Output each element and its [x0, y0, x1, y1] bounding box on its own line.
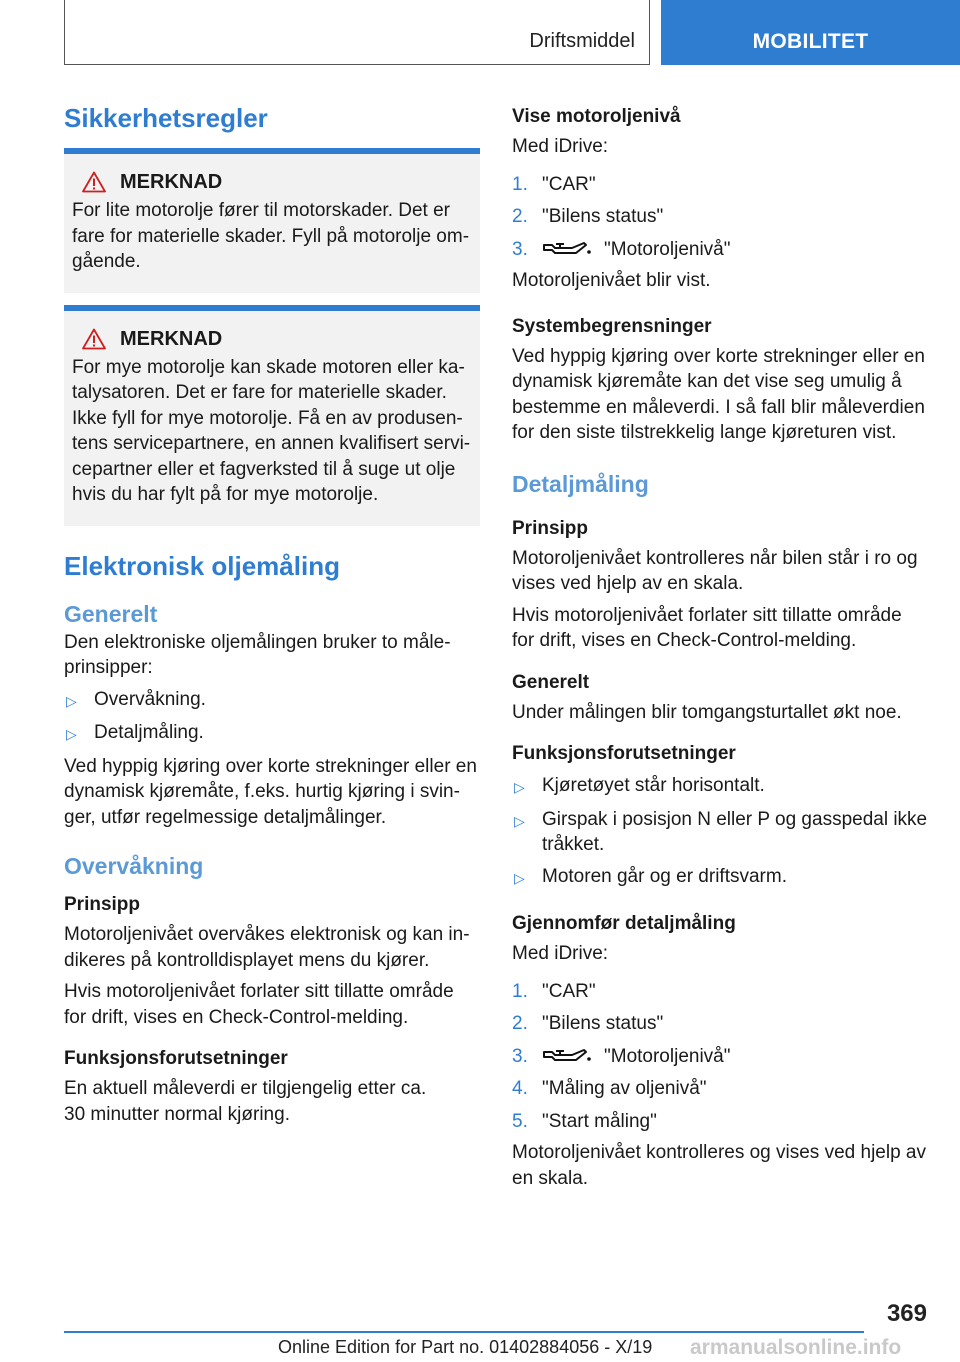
header-section-title: Driftsmiddel: [529, 30, 635, 52]
footer-edition: Online Edition for Part no. 01402884056 - X/19: [278, 1337, 653, 1357]
list-item-text: Motoren går og er driftsvarm.: [542, 865, 787, 887]
list-item-text: Detaljmåling.: [94, 722, 204, 743]
warning-triangle-icon: [82, 171, 106, 193]
notice-text: For mye motorolje kan skade motoren eller ka-talysatoren. Det er fare for materielle skader. Ikke fyll for mye motorolje. Få en av produsen-tens servicepartnere, en annen kvalifisert servi-cepartner eller et fagverksted til å suge ut olje hvis du har fylt på for mye motorolje.: [72, 356, 471, 505]
list-item: [512, 979, 928, 1005]
list-item: [512, 864, 928, 892]
list-item-text: "Bilens status": [542, 206, 664, 227]
subheading-detaljmaling: Detaljmåling: [512, 470, 649, 497]
triangle-right-icon: ▷: [514, 779, 525, 795]
list-number: 1.: [512, 980, 528, 1002]
heading-elektronisk-oljemaling: Elektronisk oljemåling: [64, 550, 340, 581]
paragraph: Med iDrive:: [512, 943, 609, 964]
list-item: [512, 773, 928, 801]
list-number: 2.: [512, 1013, 528, 1034]
oil-can-icon: [542, 239, 596, 259]
subheading-funksjonsforutsetninger: Funksjonsforutsetninger: [64, 1048, 288, 1069]
notice-box-1: [64, 148, 480, 293]
bullet-list: [512, 773, 928, 891]
list-item-text: "Måling av oljenivå": [542, 1078, 707, 1099]
oil-can-icon: [542, 1046, 596, 1066]
paragraph: Motoroljenivået kontrolleres og vises ved hjelp av en skala.: [512, 1142, 926, 1189]
header-tab-label: MOBILITET: [752, 30, 869, 53]
notice-title-row: [72, 168, 472, 196]
notice-box-2: [64, 305, 480, 526]
subheading-systembegrensninger: Systembegrensninger: [512, 315, 712, 337]
list-number: 4.: [512, 1078, 528, 1099]
paragraph: Motoroljenivået kontrolleres når bilen står i ro og vises ved hjelp av en skala.: [512, 547, 918, 594]
list-item: [512, 807, 928, 858]
notice-title: MERKNAD: [120, 327, 223, 350]
heading-sikkerhetsregler: Sikkerhetsregler: [64, 103, 268, 133]
triangle-right-icon: ▷: [514, 812, 525, 829]
subheading-overvakning: Overvåkning: [64, 853, 204, 879]
footer-divider: [64, 1331, 864, 1333]
list-item-text: Overvåkning.: [94, 688, 206, 710]
page-number: 369: [886, 1300, 927, 1327]
list-item-text: "Bilens status": [542, 1013, 664, 1034]
notice-title: MERKNAD: [120, 171, 223, 193]
list-item: [512, 1076, 928, 1102]
subheading-gjennomfor-detaljmaling: Gjennomfør detaljmåling: [512, 913, 736, 934]
list-item-text: "Start måling": [542, 1110, 657, 1132]
header-tab-mobilitet[interactable]: [661, 0, 960, 65]
paragraph: Hvis motoroljenivået forlater sitt tillatte område for drift, vises en Check-Control-melding.: [512, 604, 902, 651]
list-item: [64, 720, 480, 748]
list-item: [512, 1011, 928, 1037]
triangle-right-icon: ▷: [514, 869, 525, 886]
list-number: 3.: [512, 1045, 528, 1067]
header-section-box: [64, 0, 650, 65]
paragraph: 30 minutter normal kjøring.: [64, 1103, 290, 1125]
list-item-text: "CAR": [542, 173, 596, 195]
paragraph: Under målingen blir tomgangsturtallet økt noe.: [512, 701, 902, 723]
subheading-generelt: Generelt: [64, 600, 158, 627]
list-number: 5.: [512, 1110, 528, 1132]
left-column: [64, 100, 480, 1127]
list-item: [512, 1044, 928, 1070]
numbered-list: [512, 172, 928, 263]
paragraph: Den elektroniske oljemålingen bruker to måle-prinsipper:: [64, 631, 451, 678]
paragraph: Ved hyppig kjøring over korte strekninger eller en dynamisk kjøremåte, f.eks. hurtig kjøring i svin-ger, utfør regelmessige detaljmålinger.: [64, 755, 477, 828]
subheading-generelt: Generelt: [512, 671, 590, 693]
right-column: [512, 100, 928, 1191]
paragraph: Hvis motoroljenivået forlater sitt tillatte område for drift, vises en Check-Control-melding.: [64, 981, 454, 1028]
list-number: 2.: [512, 206, 528, 227]
list-item: [64, 687, 480, 715]
list-number: 3.: [512, 238, 528, 260]
triangle-right-icon: ▷: [66, 726, 77, 742]
list-item-text: "Motoroljenivå": [604, 238, 731, 260]
notice-title-row: [72, 325, 472, 353]
warning-triangle-icon: [82, 328, 106, 350]
notice-text: For lite motorolje fører til motorskader. Det er fare for materielle skader. Fyll på motorolje om-gående.: [72, 200, 470, 272]
list-item: [512, 204, 928, 230]
list-item-text: Girspak i posisjon N eller P og gasspedal ikke tråkket.: [542, 808, 928, 855]
paragraph: Motoroljenivået overvåkes elektronisk og kan in-dikeres på kontrolldisplayet mens du kjører.: [64, 924, 470, 971]
paragraph: Ved hyppig kjøring over korte strekninger eller en dynamisk kjøremåte kan det vise seg umulig å bestemme en måleverdi. I så fall blir måleverdien for den siste tilstrekkelig lange kjøreturen vist.: [512, 345, 925, 443]
subheading-prinsipp: Prinsipp: [64, 894, 141, 915]
subheading-funksjonsforutsetninger: Funksjonsforutsetninger: [512, 743, 736, 764]
numbered-list: [512, 979, 928, 1135]
paragraph: Motoroljenivået blir vist.: [512, 270, 711, 291]
list-item-text: "Motoroljenivå": [604, 1045, 731, 1067]
subheading-prinsipp: Prinsipp: [512, 517, 589, 539]
list-item: [512, 1109, 928, 1135]
footer-watermark: armanualsonline.info: [690, 1336, 902, 1359]
paragraph: En aktuell måleverdi er tilgjengelig etter ca.: [64, 1078, 427, 1099]
list-item: [512, 237, 928, 263]
triangle-right-icon: ▷: [66, 692, 77, 709]
list-item-text: "CAR": [542, 980, 596, 1002]
list-number: 1.: [512, 173, 528, 195]
paragraph: Med iDrive:: [512, 136, 609, 157]
list-item-text: Kjøretøyet står horisontalt.: [542, 775, 765, 796]
bullet-list: [64, 687, 480, 748]
list-item: [512, 172, 928, 198]
subheading-vise-motoroljeniva: Vise motoroljenivå: [512, 106, 681, 127]
